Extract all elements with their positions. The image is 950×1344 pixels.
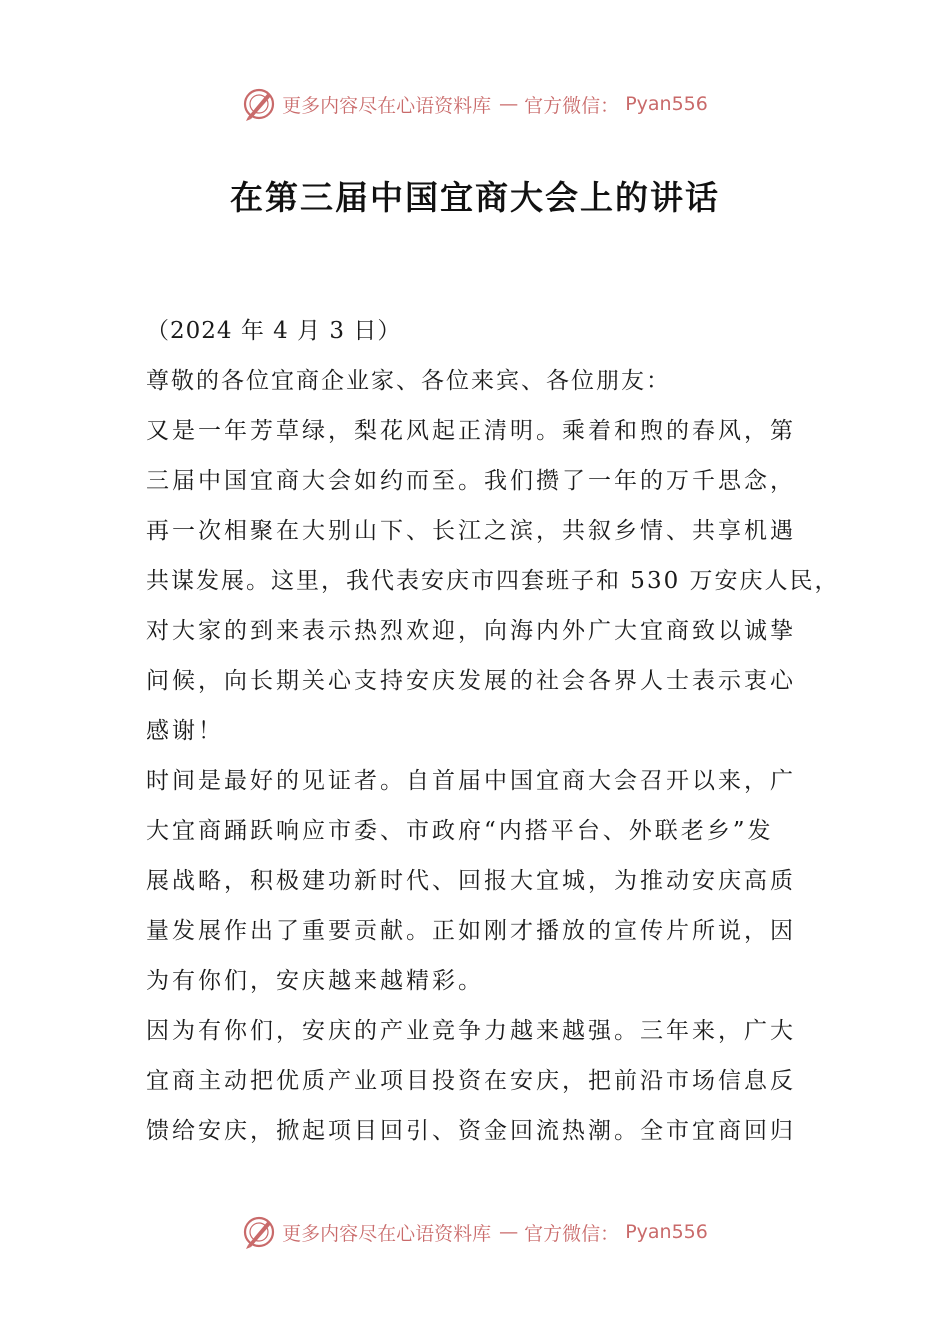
watermark-dash: — xyxy=(499,93,517,115)
document-body xyxy=(146,306,840,1156)
body-line: 共谋发展。这里，我代表安庆市四套班子和 530 万安庆人民， xyxy=(146,568,840,594)
body-line: 大宜商踊跃响应市委、市政府“内搭平台、外联老乡”发 xyxy=(146,818,774,844)
watermark-code: Pyan556 xyxy=(625,93,708,115)
watermark-dash: — xyxy=(499,1221,517,1243)
watermark-text: 更多内容尽在心语资料库 xyxy=(282,94,492,117)
body-line: 又是一年芳草绿，梨花风起正清明。乘着和煦的春风，第 xyxy=(146,418,796,444)
watermark-header xyxy=(0,84,950,124)
date-line: （2024 年 4 月 3 日） xyxy=(146,318,402,344)
watermark-suffix: 官方微信： xyxy=(524,1222,620,1245)
body-line: 对大家的到来表示热烈欢迎，向海内外广大宜商致以诚挚 xyxy=(146,618,796,644)
body-line: 三届中国宜商大会如约而至。我们攒了一年的万千思念， xyxy=(146,468,796,494)
watermark-code: Pyan556 xyxy=(625,1221,708,1243)
pen-circle-icon xyxy=(242,87,276,121)
watermark-footer xyxy=(0,1212,950,1252)
body-line: 感谢！ xyxy=(146,718,224,744)
pen-circle-icon xyxy=(242,1215,276,1249)
body-line: 问候，向长期关心支持安庆发展的社会各界人士表示衷心 xyxy=(146,668,796,694)
greeting-line: 尊敬的各位宜商企业家、各位来宾、各位朋友： xyxy=(146,368,671,394)
body-line: 时间是最好的见证者。自首届中国宜商大会召开以来，广 xyxy=(146,768,796,794)
body-line: 因为有你们，安庆的产业竞争力越来越强。三年来，广大 xyxy=(146,1018,796,1044)
body-line: 再一次相聚在大别山下、长江之滨，共叙乡情、共享机遇 xyxy=(146,518,796,544)
document-title: 在第三届中国宜商大会上的讲话 xyxy=(230,178,720,217)
body-line: 展战略，积极建功新时代、回报大宜城，为推动安庆高质 xyxy=(146,868,796,894)
body-line: 馈给安庆，掀起项目回引、资金回流热潮。全市宜商回归 xyxy=(146,1118,796,1144)
body-line: 量发展作出了重要贡献。正如刚才播放的宣传片所说，因 xyxy=(146,918,796,944)
watermark-text: 更多内容尽在心语资料库 xyxy=(282,1222,492,1245)
body-line: 宜商主动把优质产业项目投资在安庆，把前沿市场信息反 xyxy=(146,1068,796,1094)
body-line: 为有你们，安庆越来越精彩。 xyxy=(146,968,484,994)
watermark-suffix: 官方微信： xyxy=(524,94,620,117)
